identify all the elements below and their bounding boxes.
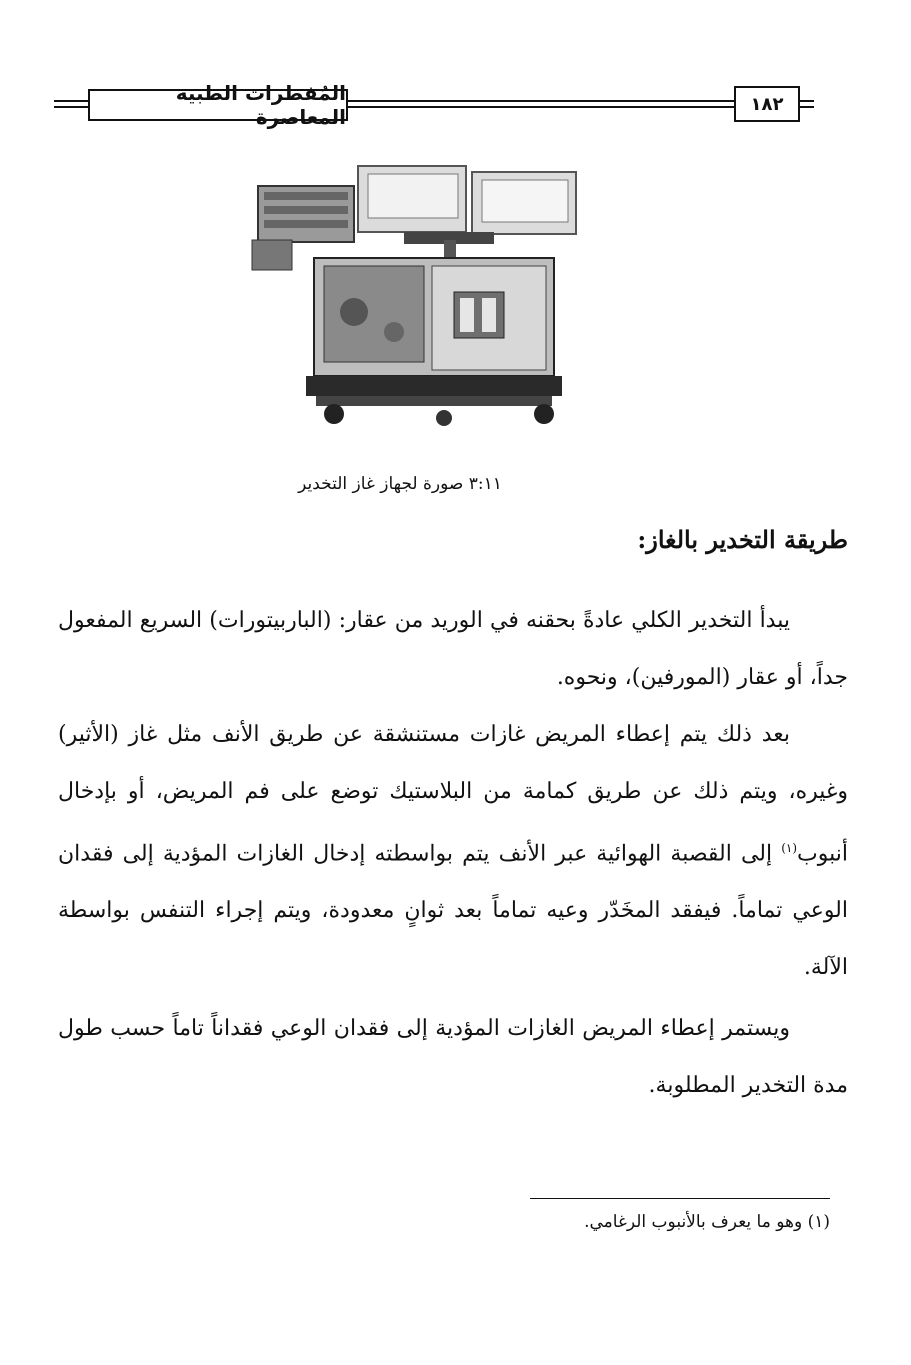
paragraph-3 — [58, 1000, 848, 1114]
footnote-reference: (١) — [781, 841, 798, 855]
page-header — [54, 81, 814, 129]
paragraph-3-text: ويستمر إعطاء المريض الغازات المؤدية إلى فقدان الوعي فقداناً تاماً حسب طول مدة التخدير المطلوبة. — [58, 1016, 848, 1098]
paragraph-1 — [58, 592, 848, 706]
header-rule-left — [54, 100, 88, 102]
anesthesia-machine-image — [244, 162, 580, 450]
paragraph-1-text: يبدأ التخدير الكلي عادةً بحقنه في الوريد من عقار: (الباربيتورات) السريع المفعول جداً، أو عقار (المورفين)، ونحوه. — [58, 608, 848, 690]
book-title: المُفطرات الطبية المعاصرة — [88, 89, 348, 121]
header-rule-middle — [348, 100, 734, 102]
header-rule-right — [800, 100, 814, 102]
paragraph-2-text-b: إلى القصبة الهوائية عبر الأنف يتم بواسطته إدخال الغازات المؤدية إلى فقدان الوعي تماماً. فيفقد المخَدّر وعيه تماماً بعد ثوانٍ معدودة، ويتم إجراء التنفس بواسطة الآلة. — [58, 841, 848, 981]
header-rule-right-2 — [800, 106, 814, 108]
figure-caption: ٣:١١ صورة لجهاز غاز التخدير — [298, 474, 502, 494]
header-rule-middle-2 — [348, 106, 734, 108]
footnote-divider — [530, 1198, 830, 1199]
footnote: (١) وهو ما يعرف بالأنبوب الرغامي. — [584, 1212, 830, 1232]
section-heading: طريقة التخدير بالغاز: — [637, 525, 848, 554]
header-rule-left-2 — [54, 106, 88, 108]
page-number: ١٨٢ — [734, 86, 800, 122]
paragraph-2-text-a: بعد ذلك يتم إعطاء المريض غازات مستنشقة عن طريق الأنف مثل غاز (الأثير) وغيره، ويتم ذلك عن طريق كمامة من البلاستيك توضع على فم المريض، أو بإدخال أنبوب — [58, 722, 848, 867]
paragraph-2 — [58, 706, 848, 996]
